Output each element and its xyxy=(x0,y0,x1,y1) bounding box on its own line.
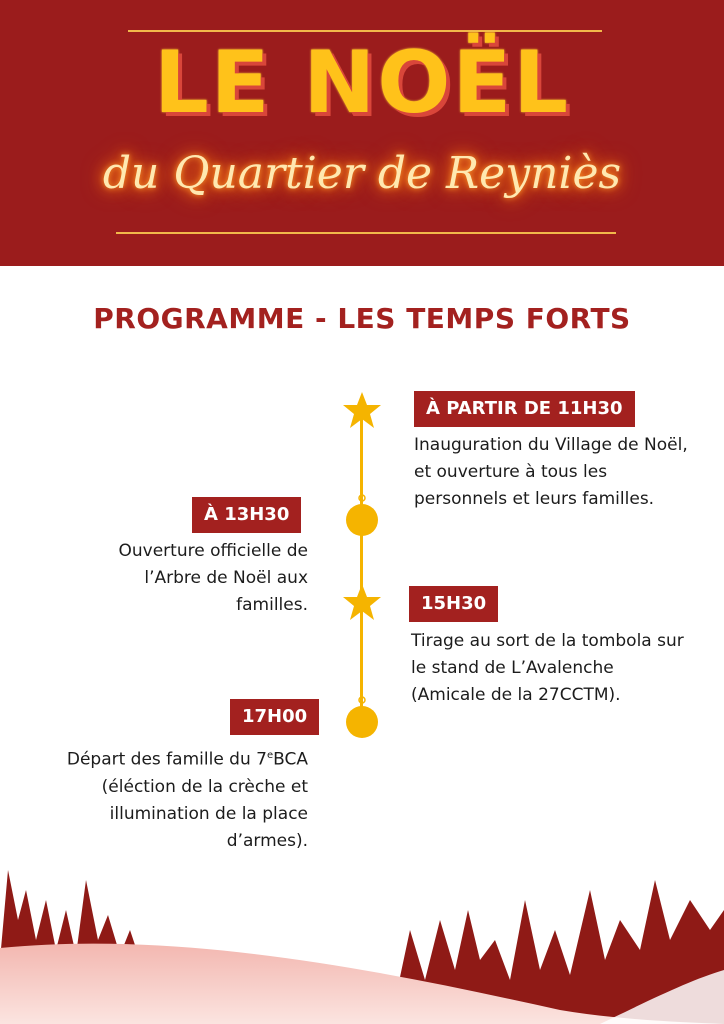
event-description-part: Départ des famille du 7 xyxy=(66,749,267,770)
header-top-line xyxy=(128,30,602,32)
main-title: LE NOËL xyxy=(153,33,571,133)
bauble-icon xyxy=(344,492,380,538)
event-description xyxy=(40,742,308,855)
star-icon xyxy=(342,582,382,622)
event-time-badge: 15H30 xyxy=(409,586,498,622)
event-description: Inauguration du Village de Noël, et ouverture à tous les personnels et leurs familles. xyxy=(414,435,688,509)
event-time-badge: À PARTIR DE 11H30 xyxy=(414,391,635,427)
event-description: Tirage au sort de la tombola sur le stand de L’Avalenche (Amicale de la 27CCTM). xyxy=(411,631,684,705)
ordinal-suffix: e xyxy=(266,750,274,761)
bauble-icon xyxy=(344,694,380,740)
header-bottom-line xyxy=(116,232,616,234)
subtitle: du Quartier de Reyniès xyxy=(102,148,622,199)
header-banner xyxy=(0,0,724,266)
event-description: Ouverture officielle de l’Arbre de Noël aux familles. xyxy=(118,541,308,615)
star-icon xyxy=(342,390,382,430)
timeline-line xyxy=(360,410,363,720)
programme-title: PROGRAMME - LES TEMPS FORTS xyxy=(93,302,631,335)
winter-landscape-illustration xyxy=(0,860,724,1024)
event-time-badge: 17H00 xyxy=(230,699,319,735)
event-time-badge: À 13H30 xyxy=(192,497,301,533)
event-description-part: BCA (éléction de la crèche et illumination de la place d’armes). xyxy=(101,749,308,851)
